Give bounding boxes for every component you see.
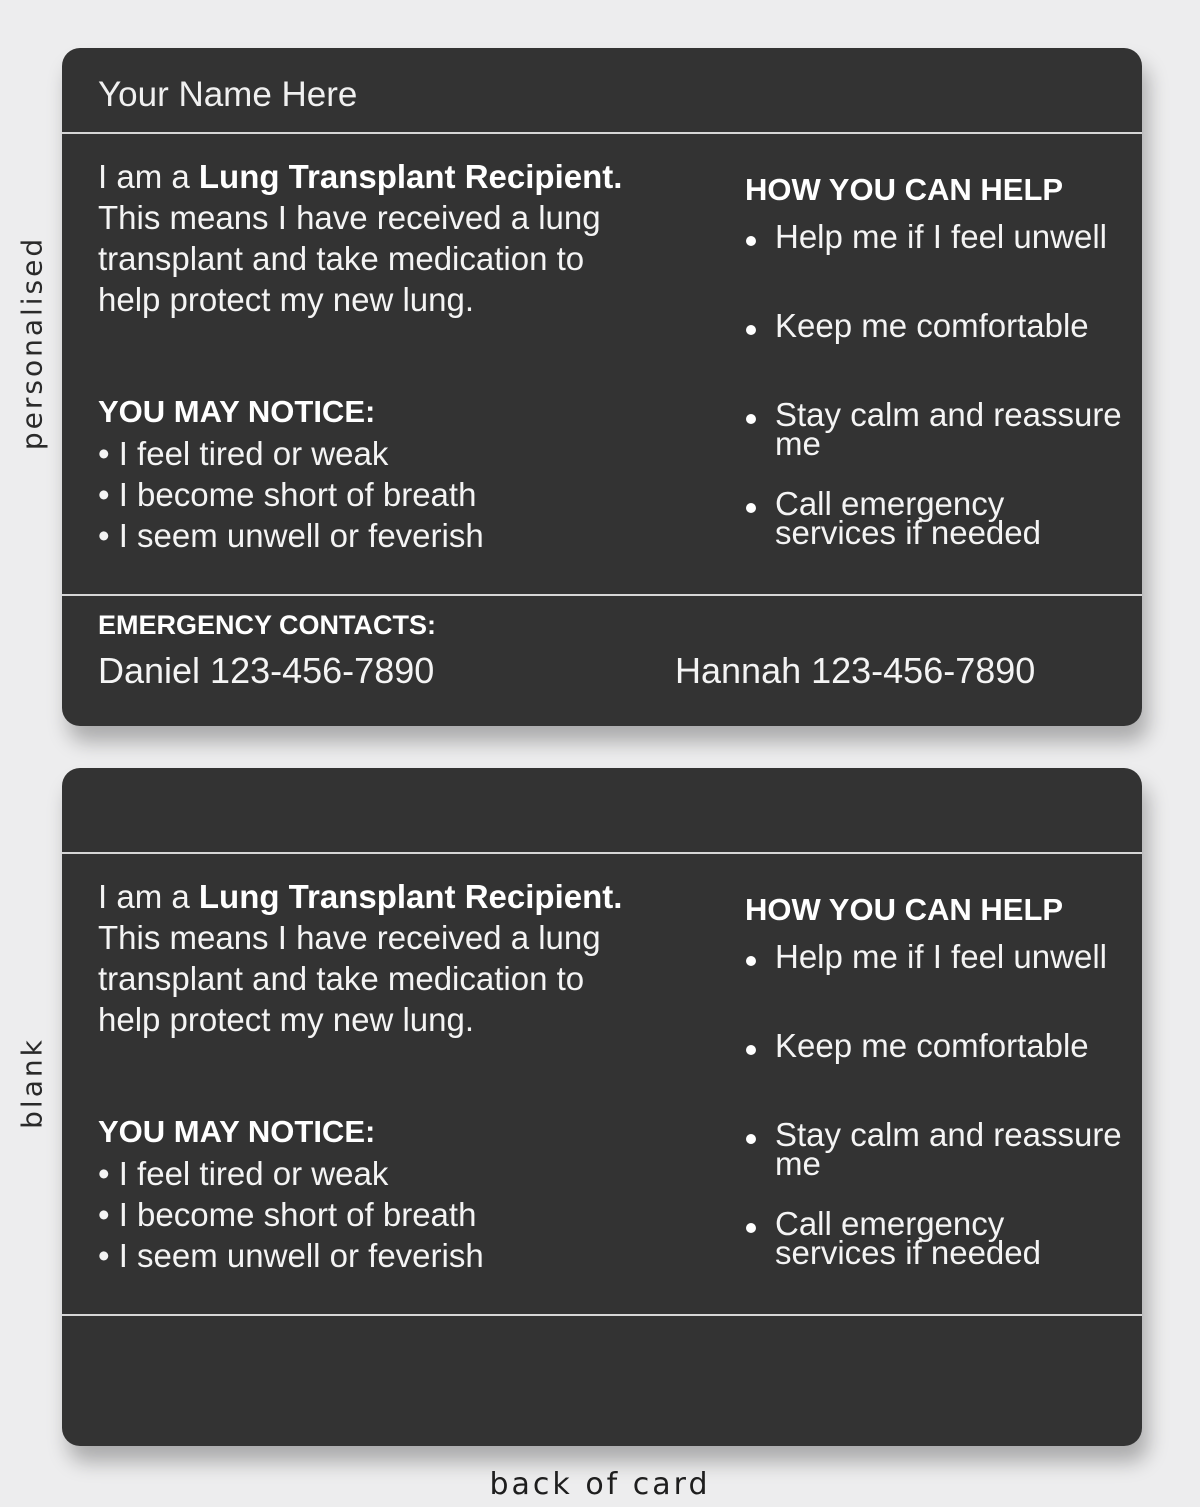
intro-rest: This means I have received a lung transplant and take medication to help protect my new lung.: [98, 919, 601, 1038]
bullet-icon: [746, 236, 756, 246]
notice-heading: YOU MAY NOTICE:: [98, 394, 376, 429]
help-item-text: Help me if I feel unwell: [775, 938, 1107, 975]
help-item-text: Call emergency services if needed: [775, 485, 1041, 551]
intro-bold: Lung Transplant Recipient.: [198, 158, 623, 195]
help-item-text: Stay calm and reassure me: [775, 1116, 1122, 1182]
bottom-divider: [62, 1314, 1142, 1316]
intro-prefix: I am a: [98, 158, 199, 195]
intro-paragraph: [98, 876, 628, 1040]
contact-entry: Hannah 123-456-7890: [675, 650, 1036, 691]
notice-heading: YOU MAY NOTICE:: [98, 1114, 376, 1149]
help-item-text: Call emergency services if needed: [775, 1205, 1041, 1271]
blank-label: blank: [15, 1037, 49, 1129]
bullet-icon: [746, 1223, 756, 1233]
cardholder-name: Your Name Here: [98, 75, 358, 114]
bullet-icon: [746, 1045, 756, 1055]
help-item-text: Help me if I feel unwell: [775, 218, 1107, 255]
help-heading: HOW YOU CAN HELP: [745, 172, 1064, 207]
notice-list: [98, 433, 484, 556]
help-item-text: Keep me comfortable: [775, 307, 1089, 344]
personalised-card: [62, 48, 1142, 726]
bullet-icon: [746, 503, 756, 513]
top-divider: [62, 852, 1142, 854]
bullet-icon: [746, 956, 756, 966]
bullet-icon: [746, 414, 756, 424]
bullet-icon: [746, 325, 756, 335]
notice-item: • I feel tired or weak: [98, 435, 389, 472]
help-item-text: Keep me comfortable: [775, 1027, 1089, 1064]
intro-rest: This means I have received a lung transplant and take medication to help protect my new lung.: [98, 199, 601, 318]
blank-card: [62, 768, 1142, 1446]
bottom-divider: [62, 594, 1142, 596]
back-of-card-label: back of card: [489, 1467, 711, 1502]
intro-prefix: I am a: [98, 878, 199, 915]
contacts-heading: EMERGENCY CONTACTS:: [98, 610, 437, 640]
intro-paragraph: [98, 156, 628, 320]
notice-item: • I feel tired or weak: [98, 1155, 389, 1192]
notice-item: • I seem unwell or feverish: [98, 1237, 484, 1274]
notice-item: • I seem unwell or feverish: [98, 517, 484, 554]
top-divider: [62, 132, 1142, 134]
personalised-label: personalised: [15, 235, 49, 451]
notice-list: [98, 1153, 484, 1276]
notice-item: • I become short of breath: [98, 1196, 477, 1233]
bullet-icon: [746, 1134, 756, 1144]
help-item-text: Stay calm and reassure me: [775, 396, 1122, 462]
notice-item: • I become short of breath: [98, 476, 477, 513]
help-heading: HOW YOU CAN HELP: [745, 892, 1064, 927]
contact-entry: Daniel 123-456-7890: [98, 650, 435, 691]
intro-bold: Lung Transplant Recipient.: [198, 878, 623, 915]
